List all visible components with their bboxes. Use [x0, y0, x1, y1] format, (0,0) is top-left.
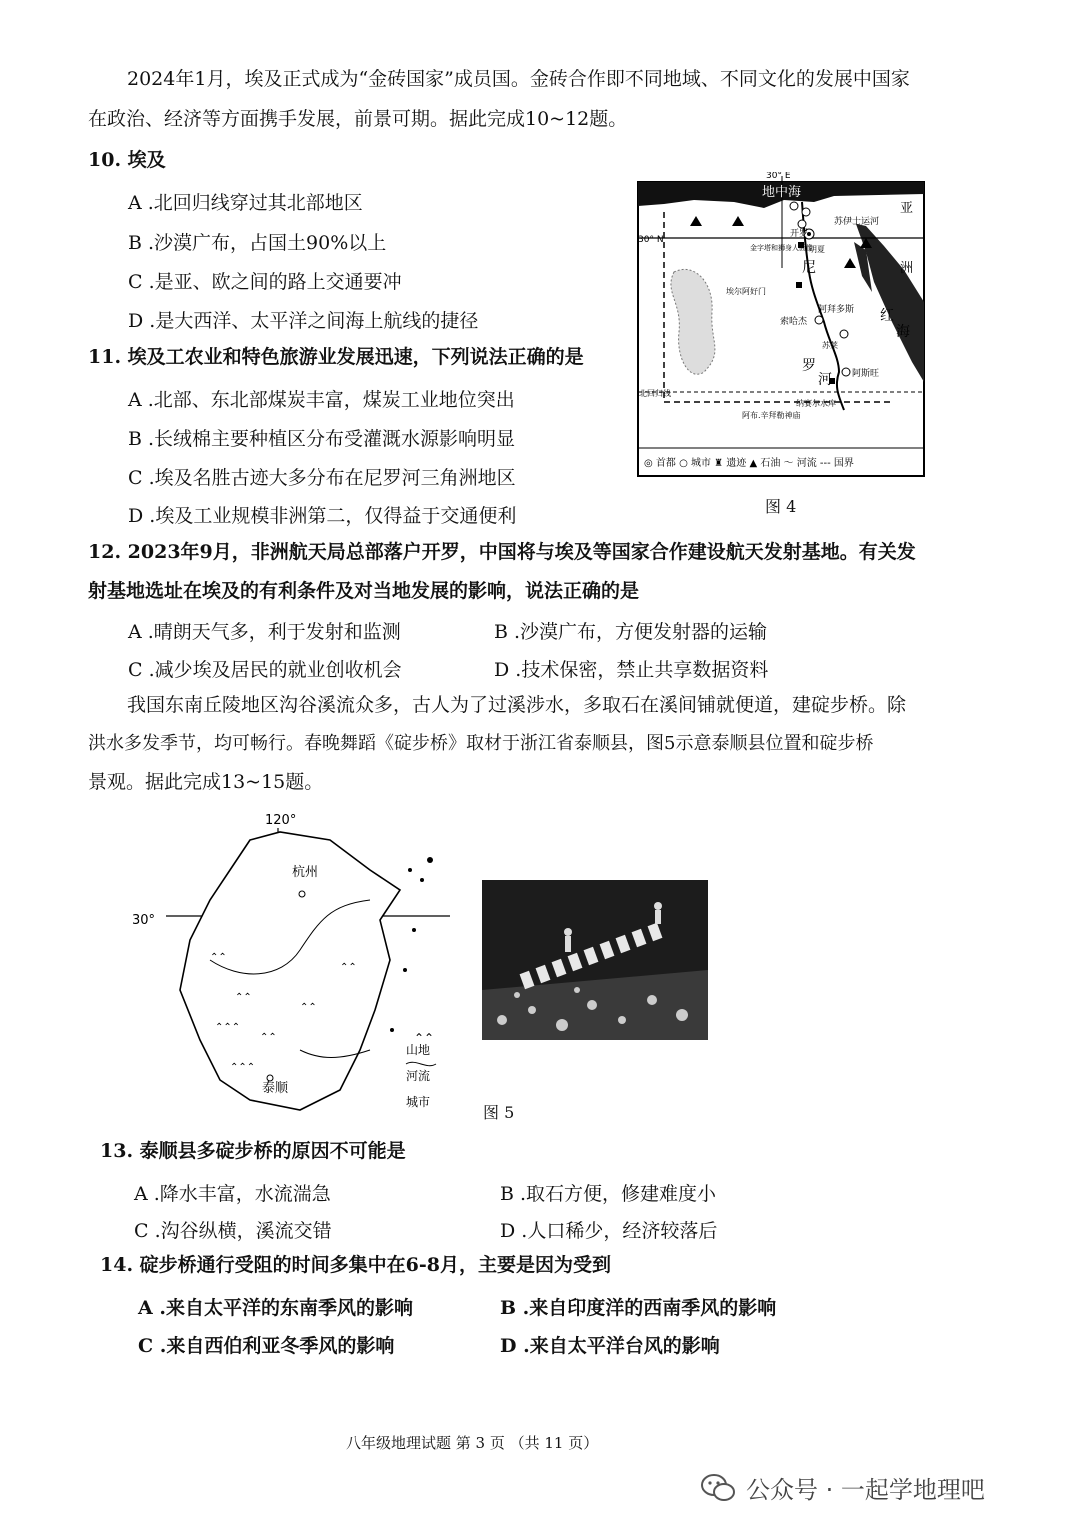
fig5-lon-label: 120° — [265, 813, 297, 828]
q14-option-c: C .来自西伯利亚冬季风的影响 — [138, 1335, 395, 1357]
mountain-icon-3: ⌃⌃⌃ — [215, 1022, 241, 1033]
fig4-tropic-label: 北回归线 — [639, 389, 671, 398]
city-icon-2 — [802, 208, 810, 216]
q12-stem-line2: 射基地选址在埃及的有利条件及对当地发展的影响，说法正确的是 — [88, 580, 640, 602]
q13-option-a: A .降水丰富，水流湍急 — [134, 1183, 331, 1205]
stepping-stone-bridge-photo — [482, 880, 708, 1040]
intro2-line2: 洪水多发季节，均可畅行。春晚舞蹈《碇步桥》取材于浙江省泰顺县，图5示意泰顺县位置和碇步桥 — [88, 733, 874, 754]
q14-option-a: A .来自太平洋的东南季风的影响 — [138, 1297, 413, 1319]
label-red-1: 红 — [880, 308, 894, 324]
page-footer: 八年级地理试题 第 3 页 （共 11 页） — [346, 1434, 599, 1452]
q12-option-b: B .沙漠广布，方便发射器的运输 — [494, 621, 768, 643]
mountain-icon-5: ⌃⌃ — [300, 1002, 317, 1013]
city-icon-aswan — [842, 368, 850, 376]
island-5 — [403, 968, 407, 972]
label-abydos: 阿拜多斯 — [818, 305, 855, 315]
watermark-text: 公众号 · 一起学地理吧 — [746, 1476, 985, 1504]
figure4-egypt-map — [634, 172, 930, 478]
label-mediterranean: 地中海 — [762, 185, 802, 200]
watermark — [700, 1470, 985, 1505]
city-icon-abydos — [840, 330, 848, 338]
q13-stem: 13. 泰顺县多碇步桥的原因不可能是 — [100, 1140, 406, 1162]
label-asia-2: 洲 — [900, 261, 914, 276]
q11-option-c: C .埃及名胜古迹大多分布在尼罗河三角洲地区 — [128, 467, 516, 489]
label-cairo: 开罗 — [790, 229, 809, 239]
label-oasis: 埃尔阿好门 — [726, 287, 766, 296]
q14-option-b: B .来自印度洋的西南季风的影响 — [500, 1297, 777, 1319]
q14-stem: 14. 碇步桥通行受阻的时间多集中在6-8月，主要是因为受到 — [100, 1254, 611, 1276]
figure5-zhejiang-map — [130, 810, 460, 1120]
legend-mountain: 山地 — [406, 1043, 431, 1057]
island-3 — [427, 857, 433, 863]
legend-river-icon — [406, 1062, 436, 1065]
q12-option-c: C .减少埃及居民的就业创收机会 — [128, 659, 402, 681]
legend-river: 河流 — [406, 1069, 431, 1083]
intro1-line2: 在政治、经济等方面携手发展，前景可期。据此完成10~12题。 — [88, 108, 628, 130]
fig4-legend: ◎ 首都 ○ 城市 ♜ 遗迹 ▲ 石油 〜 河流 --- 国界 — [644, 458, 854, 469]
legend-city: 城市 — [406, 1095, 431, 1109]
label-nile-1: 尼 — [802, 260, 816, 276]
fig5-lat-label: 30° — [132, 913, 156, 928]
city-icon-1 — [790, 202, 798, 210]
label-memphis: 明夏 — [809, 245, 825, 254]
label-nile-3: 河 — [818, 372, 832, 388]
q11-option-b: B .长绒棉主要种植区分布受灌溉水源影响明显 — [128, 428, 516, 450]
city-icon-hangzhou — [299, 891, 305, 897]
city-icon-sohag — [815, 316, 823, 324]
mountain-icon-6: ⌃⌃⌃ — [230, 1062, 256, 1073]
island-6 — [390, 1028, 394, 1032]
label-red-2: 海 — [896, 324, 910, 340]
mountain-icon-1: ⌃⌃ — [210, 952, 227, 963]
q13-option-d: D .人口稀少，经济较落后 — [500, 1220, 718, 1242]
intro2-line1: 我国东南丘陵地区沟谷溪流众多，古人为了过溪涉水，多取石在溪间铺就便道，建碇步桥。除 — [127, 694, 907, 716]
wechat-icon — [700, 1473, 736, 1503]
island-1 — [408, 868, 412, 872]
label-nile-2: 罗 — [802, 358, 816, 374]
label-aswan: 阿斯旺 — [852, 369, 880, 379]
ruin-icon-2 — [796, 282, 802, 288]
city-icon-3 — [798, 220, 806, 228]
intro2-line3: 景观。据此完成13~15题。 — [88, 771, 324, 793]
island-2 — [420, 878, 424, 882]
island-4 — [412, 928, 416, 932]
label-pyramid: 金字塔和狮身人面像 — [750, 244, 813, 252]
q14-option-d: D .来自太平洋台风的影响 — [500, 1335, 720, 1357]
q10-option-c: C .是亚、欧之间的路上交通要冲 — [128, 271, 402, 293]
q11-option-a: A .北部、东北部煤炭丰富，煤炭工业地位突出 — [128, 389, 515, 411]
label-nasser: 纳赛尔水库 — [796, 399, 836, 408]
q13-option-b: B .取石方便，修建难度小 — [500, 1183, 717, 1205]
label-asia: 亚 — [900, 201, 914, 216]
fig5-caption: 图 5 — [483, 1103, 515, 1122]
q10-option-a: A .北回归线穿过其北部地区 — [128, 192, 363, 214]
q13-option-c: C .沟谷纵横，溪流交错 — [134, 1220, 332, 1242]
fig4-caption: 图 4 — [765, 497, 797, 516]
q10-option-d: D .是大西洋、太平洋之间海上航线的捷径 — [128, 310, 479, 332]
mountain-icon-4: ⌃⌃ — [260, 1032, 277, 1043]
fig4-lon-label: 30° E — [766, 172, 791, 181]
fig4-lat-label: 30° N — [638, 235, 664, 245]
label-abu-simbel: 阿布.辛拜勒神庙 — [742, 411, 801, 420]
intro1-line1: 2024年1月，埃及正式成为“金砖国家”成员国。金砖合作即不同地域、不同文化的发展中国家 — [127, 68, 910, 90]
q11-stem: 11. 埃及工农业和特色旅游业发展迅速，下列说法正确的是 — [88, 346, 584, 368]
mountain-icon-2: ⌃⌃ — [235, 992, 252, 1003]
q12-option-a: A .晴朗天气多，利于发射和监测 — [128, 621, 401, 643]
q10-stem: 10. 埃及 — [88, 149, 166, 171]
q11-option-d: D .埃及工业规模非洲第二，仅得益于交通便利 — [128, 505, 517, 527]
q12-stem-line1: 12. 2023年9月，非洲航天局总部落户开罗，中国将与埃及等国家合作建设航天发射基地。有关发 — [88, 541, 916, 563]
label-qena: 苏莱 — [822, 341, 838, 350]
label-hangzhou: 杭州 — [292, 865, 319, 880]
label-taishun: 泰顺 — [262, 1081, 289, 1096]
label-suez: 苏伊士运河 — [834, 217, 880, 227]
q12-option-d: D .技术保密，禁止共享数据资料 — [494, 659, 769, 681]
mountain-icon-7: ⌃⌃ — [340, 962, 357, 973]
zhejiang-outline — [180, 832, 400, 1110]
label-sohag: 索哈杰 — [780, 317, 808, 327]
legend-mountain-icon: ⌃⌃ — [414, 1031, 435, 1045]
q10-option-b: B .沙漠广布，占国土90%以上 — [128, 232, 387, 254]
